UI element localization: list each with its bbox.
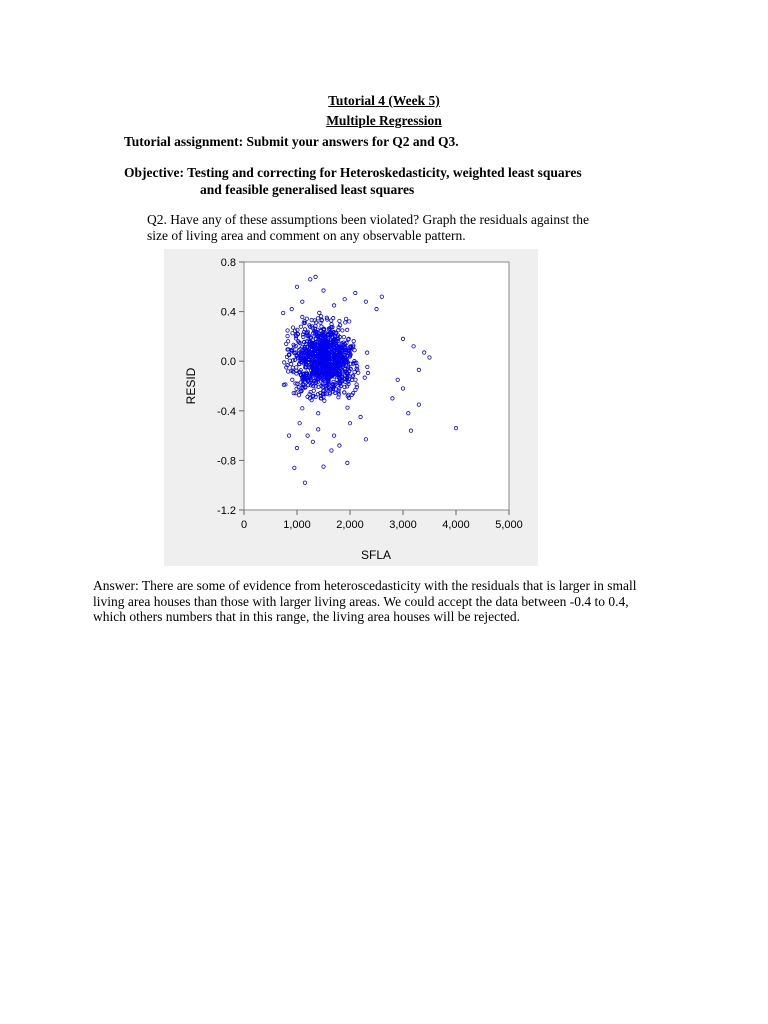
x-axis-label: SFLA	[360, 548, 392, 562]
x-tick-label: 1,000	[283, 519, 311, 531]
residual-scatter-plot	[164, 249, 538, 566]
x-tick-label: 3,000	[389, 519, 417, 531]
x-tick-label: 0	[240, 519, 248, 531]
scatter-svg	[164, 249, 538, 566]
answer-line-2: living area houses than those with larger living areas. We could accept the data between -0.4 to 0.4,	[93, 593, 629, 609]
objective-line-1: Objective: Testing and correcting for Heteroskedasticity, weighted least squares	[124, 165, 582, 180]
y-tick-label: 0.0	[220, 356, 236, 369]
x-tick-label: 2,000	[336, 519, 364, 531]
document-subtitle: Multiple Regression	[326, 113, 442, 128]
document-title: Tutorial 4 (Week 5)	[328, 93, 440, 108]
objective-line-2: and feasible generalised least squares	[200, 182, 415, 197]
x-tick-label: 5,000	[495, 519, 523, 531]
answer-paragraph	[93, 578, 693, 625]
answer-line-3: which others numbers that in this range, the living area houses will be rejected.	[93, 609, 521, 624]
y-tick-label: -1.2	[217, 505, 236, 517]
answer-line-1: Answer: There are some of evidence from heteroscedasticity with the residuals that is larger in small	[93, 578, 637, 593]
q2-line-2: size of living area and comment on any observable pattern.	[147, 228, 466, 243]
y-tick-label: -0.4	[217, 405, 236, 418]
assignment-line: Tutorial assignment: Submit your answers for Q2 and Q3.	[124, 134, 459, 149]
y-tick-label: -0.8	[217, 455, 236, 468]
q2-line-1: Q2. Have any of these assumptions been violated? Graph the residuals against the	[147, 212, 589, 227]
y-tick-label: 0.8	[220, 257, 236, 269]
x-tick-label: 4,000	[442, 519, 470, 531]
plot-area	[244, 262, 509, 510]
y-axis-label: RESID	[184, 367, 198, 405]
y-tick-label: 0.4	[220, 306, 236, 319]
